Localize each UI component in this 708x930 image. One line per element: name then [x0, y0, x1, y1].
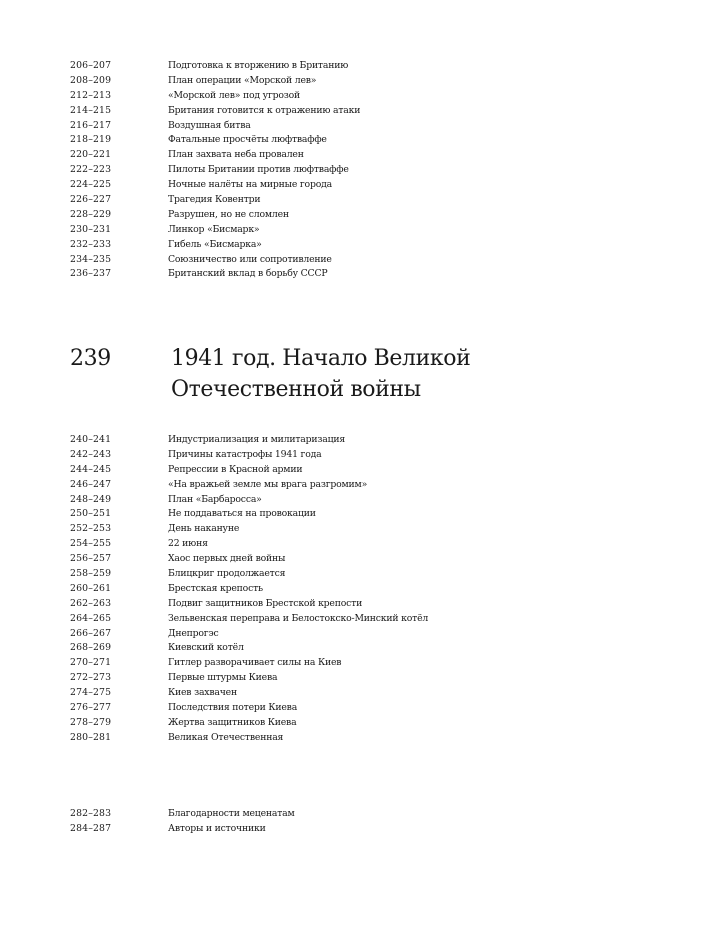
- toc-entry-pages: 246–247: [70, 478, 112, 490]
- toc-entry: [70, 163, 360, 178]
- toc-entry-title: Британский вклад в борьбу СССР: [168, 268, 328, 280]
- toc-entry: [70, 253, 360, 268]
- toc-entry: [70, 582, 428, 597]
- toc-entry-pages: 280–281: [70, 731, 112, 743]
- toc-entry-title: План операции «Морской лев»: [168, 74, 317, 86]
- toc-entry-pages: 244–245: [70, 463, 112, 475]
- toc-entry-pages: 274–275: [70, 687, 112, 699]
- toc-entry-pages: 208–209: [70, 74, 112, 86]
- toc-entry-pages: 234–235: [70, 253, 112, 265]
- chapter-heading: [70, 343, 591, 405]
- toc-entry-title: Воздушная битва: [168, 119, 251, 131]
- toc-entry: [70, 656, 428, 671]
- toc-list-section-b: [70, 433, 428, 746]
- toc-entry: [70, 133, 360, 148]
- toc-entry-pages: 250–251: [70, 508, 112, 520]
- toc-entry-pages: 228–229: [70, 208, 112, 220]
- toc-entry-pages: 248–249: [70, 493, 112, 505]
- toc-entry: [70, 463, 428, 478]
- toc-entry-pages: 268–269: [70, 642, 112, 654]
- toc-entry-title: Причины катастрофы 1941 года: [168, 448, 322, 460]
- toc-entry-pages: 258–259: [70, 568, 112, 580]
- toc-entry-title: План захвата неба провален: [168, 149, 304, 161]
- toc-entry: [70, 627, 428, 642]
- toc-entry-title: Брестская крепость: [168, 582, 263, 594]
- toc-entry: [70, 612, 428, 627]
- toc-list-section-a: [70, 59, 360, 282]
- toc-entry-title: Подвиг защитников Брестской крепости: [168, 597, 363, 609]
- toc-entry: [70, 104, 360, 119]
- toc-entry-title: «Морской лев» под угрозой: [168, 89, 301, 101]
- toc-entry-pages: 282–283: [70, 808, 112, 819]
- toc-entry-title: Блицкриг продолжается: [168, 568, 286, 580]
- toc-entry-title: Благодарности меценатам: [168, 808, 295, 819]
- toc-entry-title: Подготовка к вторжению в Британию: [168, 60, 349, 71]
- toc-entry-pages: 236–237: [70, 268, 112, 280]
- toc-entry-title: Авторы и источники: [168, 822, 266, 834]
- toc-entry: [70, 567, 428, 582]
- toc-entry-pages: 266–267: [70, 627, 112, 639]
- toc-entry-title: Хаос первых дней войны: [168, 553, 286, 565]
- toc-entry-pages: 252–253: [70, 523, 112, 535]
- toc-entry-title: Жертва защитников Киева: [168, 716, 297, 728]
- toc-entry-pages: 242–243: [70, 448, 112, 460]
- toc-entry-title: 22 июня: [168, 538, 208, 550]
- toc-entry: [70, 267, 360, 282]
- toc-entry-title: Последствия потери Киева: [168, 702, 298, 714]
- toc-entry-pages: 224–225: [70, 179, 112, 191]
- toc-entry: [70, 238, 360, 253]
- toc-entry: [70, 822, 295, 837]
- toc-entry-title: День накануне: [168, 523, 240, 535]
- toc-entry-pages: 262–263: [70, 597, 112, 609]
- toc-entry: [70, 208, 360, 223]
- toc-entry: [70, 671, 428, 686]
- toc-entry: [70, 493, 428, 508]
- toc-entry-pages: 218–219: [70, 134, 112, 146]
- toc-entry: [70, 552, 428, 567]
- toc-entry-title: Киевский котёл: [168, 642, 244, 654]
- toc-entry: [70, 433, 428, 448]
- toc-entry: [70, 74, 360, 89]
- toc-entry-pages: 256–257: [70, 553, 112, 565]
- toc-entry-title: Линкор «Бисмарк»: [168, 223, 260, 235]
- toc-entry: [70, 148, 360, 163]
- toc-entry: [70, 537, 428, 552]
- toc-entry-pages: 214–215: [70, 104, 112, 116]
- toc-entry-pages: 226–227: [70, 194, 112, 206]
- toc-entry-title: Репрессии в Красной армии: [168, 463, 303, 475]
- toc-entry: [70, 89, 360, 104]
- toc-entry: [70, 59, 360, 74]
- toc-entry-title: Днепрогэс: [168, 627, 219, 639]
- toc-entry: [70, 178, 360, 193]
- toc-entry-pages: 278–279: [70, 716, 112, 728]
- toc-entry-pages: 220–221: [70, 149, 112, 161]
- toc-entry-title: Ночные налёты на мирные города: [168, 179, 332, 191]
- chapter-title: 1941 год. Начало Великой Отечественной войны: [171, 346, 471, 402]
- toc-entry-pages: 230–231: [70, 223, 112, 235]
- toc-entry-title: Пилоты Британии против люфтваффе: [168, 164, 349, 176]
- toc-entry-pages: 232–233: [70, 238, 112, 250]
- toc-entry-pages: 254–255: [70, 538, 112, 550]
- toc-entry: [70, 193, 360, 208]
- toc-entry-title: Не поддаваться на провокации: [168, 508, 316, 520]
- toc-entry-title: Гитлер разворачивает силы на Киев: [168, 657, 342, 669]
- toc-entry: [70, 597, 428, 612]
- chapter-page-number: 239: [70, 346, 111, 371]
- toc-entry-title: Разрушен, но не сломлен: [168, 208, 289, 220]
- toc-entry-title: Великая Отечественная: [168, 731, 284, 743]
- toc-entry-pages: 222–223: [70, 164, 112, 176]
- toc-entry: [70, 223, 360, 238]
- toc-entry-pages: 270–271: [70, 657, 112, 669]
- toc-entry-pages: 276–277: [70, 702, 112, 714]
- toc-entry-title: Союзничество или сопротивление: [168, 253, 332, 265]
- toc-entry-title: Зельвенская переправа и Белостокско-Минский котёл: [168, 612, 429, 624]
- toc-entry: [70, 522, 428, 537]
- toc-entry-title: Гибель «Бисмарка»: [168, 238, 262, 250]
- toc-entry: [70, 641, 428, 656]
- toc-entry: [70, 478, 428, 493]
- toc-entry: [70, 716, 428, 731]
- toc-entry-title: Британия готовится к отражению атаки: [168, 104, 361, 116]
- toc-entry-pages: 212–213: [70, 89, 112, 101]
- toc-entry-title: Киев захвачен: [168, 687, 237, 699]
- toc-entry-pages: 240–241: [70, 434, 112, 445]
- toc-entry: [70, 686, 428, 701]
- toc-entry: [70, 701, 428, 716]
- toc-entry-title: Индустриализация и милитаризация: [168, 434, 346, 445]
- toc-entry: [70, 507, 428, 522]
- toc-entry-pages: 272–273: [70, 672, 112, 684]
- toc-entry-pages: 284–287: [70, 822, 112, 834]
- toc-list-section-c: [70, 807, 295, 837]
- toc-entry-title: Трагедия Ковентри: [168, 194, 261, 206]
- toc-entry: [70, 448, 428, 463]
- toc-entry-pages: 206–207: [70, 60, 112, 71]
- toc-entry-title: «На вражьей земле мы врага разгромим»: [168, 478, 368, 490]
- toc-entry: [70, 119, 360, 134]
- toc-entry: [70, 731, 428, 746]
- toc-entry-pages: 260–261: [70, 582, 112, 594]
- toc-entry-title: Первые штурмы Киева: [168, 672, 278, 684]
- toc-entry-pages: 264–265: [70, 612, 112, 624]
- toc-entry-title: Фатальные просчёты люфтваффе: [168, 134, 327, 146]
- toc-entry: [70, 807, 295, 822]
- toc-entry-pages: 216–217: [70, 119, 112, 131]
- toc-entry-title: План «Барбаросса»: [168, 493, 262, 505]
